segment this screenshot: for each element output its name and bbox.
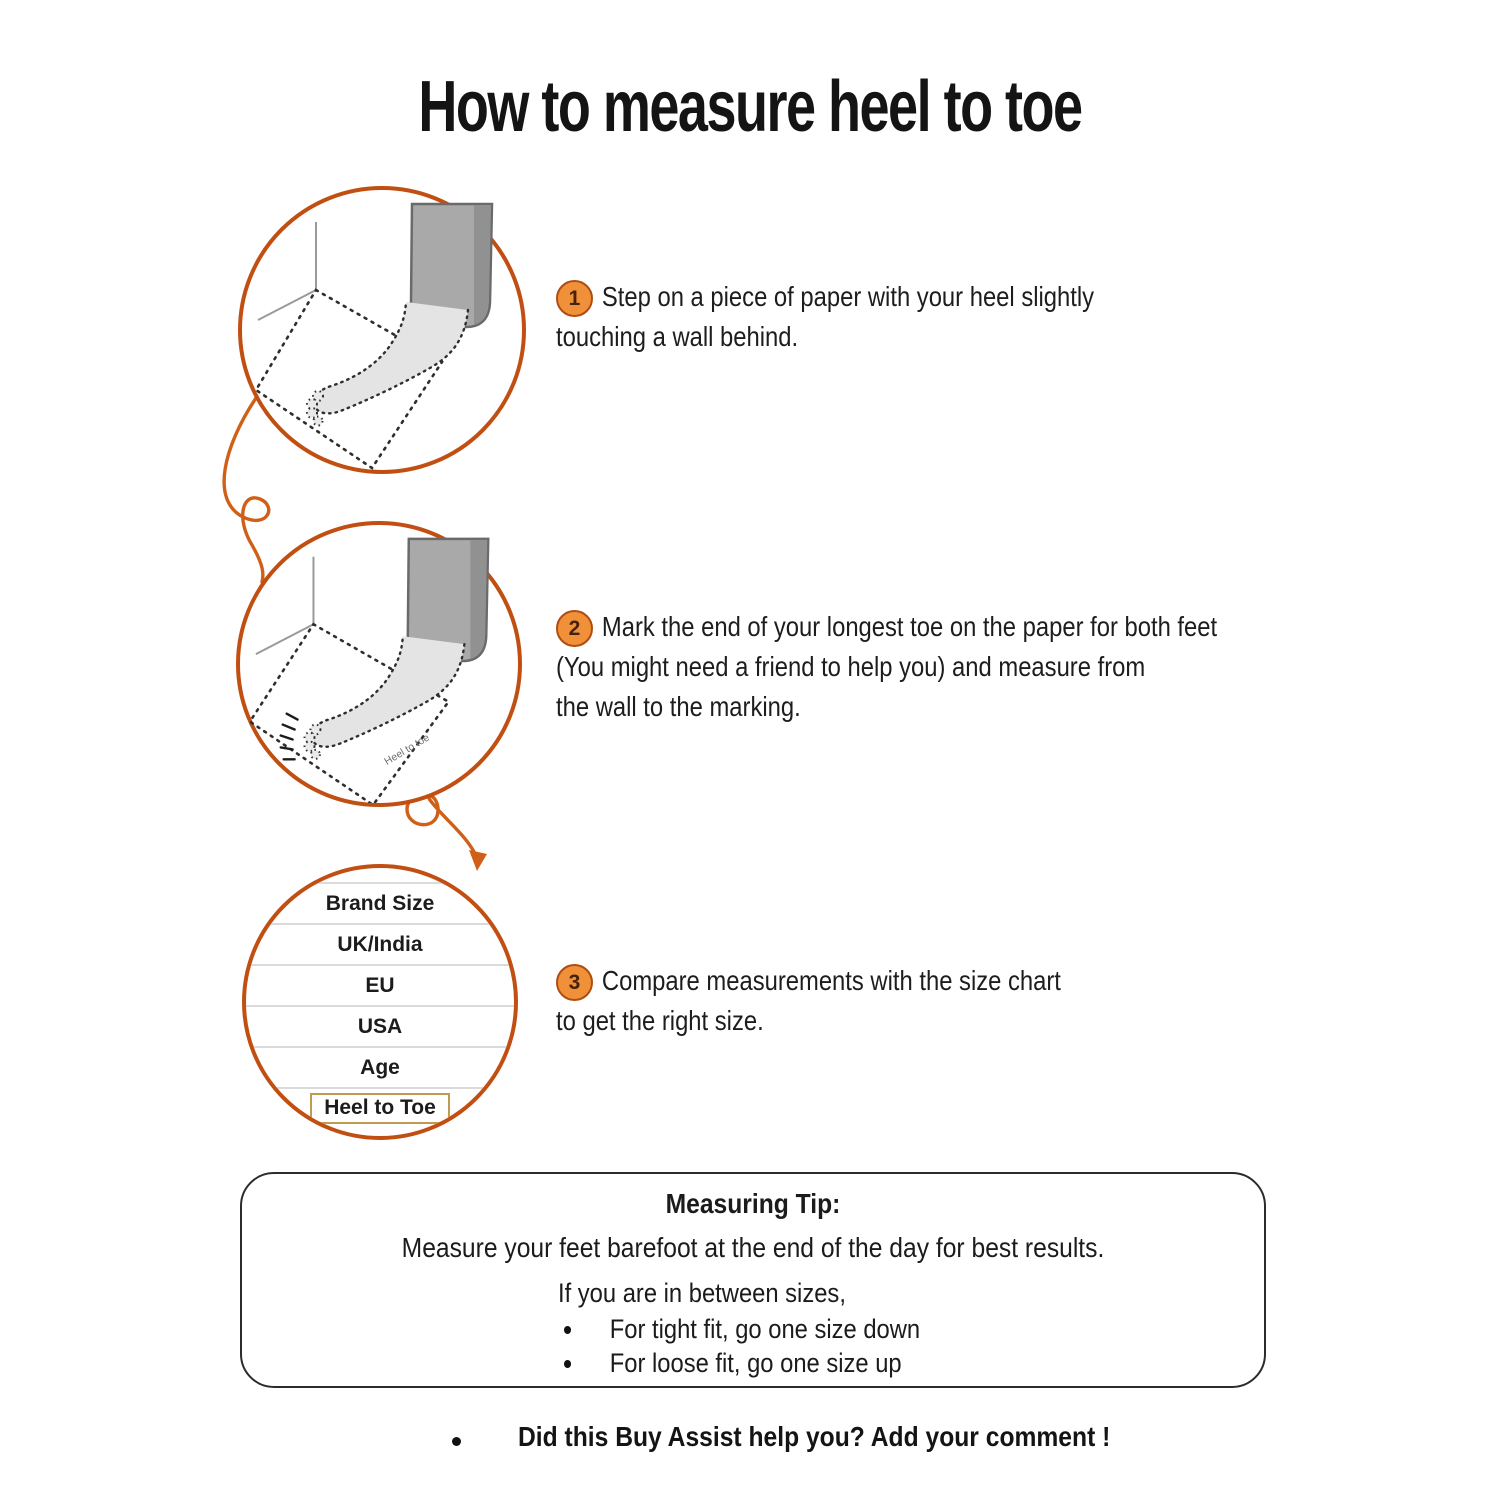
- size-chart-row-age: Age: [246, 1046, 514, 1087]
- step-1: [556, 277, 1189, 357]
- tip-line-2: If you are in between sizes,: [558, 1278, 846, 1308]
- step-1-text-line: Step on a piece of paper with your heel slightly: [601, 281, 1095, 312]
- foot-shape: [311, 636, 464, 747]
- step-3: [556, 961, 1150, 1041]
- tip-bullet-2-text: For loose fit, go one size up: [609, 1348, 902, 1378]
- step-2-number-badge: 2: [556, 610, 593, 647]
- step-1-number-badge: 1: [556, 280, 593, 317]
- measuring-tip-box: [240, 1172, 1266, 1388]
- size-chart-row-usa: USA: [246, 1005, 514, 1046]
- tip-line-1: Measure your feet barefoot at the end of the day for best results.: [401, 1232, 1105, 1263]
- toe-tick-marks: [281, 714, 298, 760]
- footer-bullet-dot-icon: [452, 1437, 461, 1446]
- size-chart-row-eu: EU: [246, 964, 514, 1005]
- foot-marking-drawing: [240, 525, 518, 803]
- step-2-text-line: (You might need a friend to help you) and measure from: [556, 651, 1146, 682]
- step-2-text-line: Mark the end of your longest toe on the paper for both feet: [601, 611, 1218, 642]
- size-chart-row-heel-to-toe: [246, 1087, 514, 1128]
- size-chart-row-brand-size: Brand Size: [246, 882, 514, 923]
- tip-title: Measuring Tip:: [665, 1188, 841, 1219]
- step-2: [556, 607, 1334, 727]
- heel-to-toe-paper-label: Heel to toe: [382, 732, 432, 768]
- step-3-text-line: to get the right size.: [556, 1005, 764, 1036]
- step-1-text-line: touching a wall behind.: [556, 321, 799, 352]
- foot-shape: [314, 302, 468, 413]
- size-chart-row-uk-india: UK/India: [246, 923, 514, 964]
- size-chart-circle: [242, 864, 518, 1140]
- tip-bullet-1-text: For tight fit, go one size down: [609, 1314, 921, 1344]
- step-3-number-badge: 3: [556, 964, 593, 1001]
- bullet-dot-icon: [564, 1360, 571, 1368]
- footer-note: Did this Buy Assist help you? Add your comment !: [518, 1421, 1111, 1452]
- step-3-text-line: Compare measurements with the size chart: [601, 965, 1061, 996]
- step-2-text-line: the wall to the marking.: [556, 691, 801, 722]
- bullet-dot-icon: [564, 1326, 571, 1334]
- size-chart-rows: [246, 868, 514, 1128]
- illustration-step2-mark-toe: [236, 521, 522, 807]
- illustration-step1-foot-on-paper: [238, 186, 526, 474]
- foot-on-paper-drawing: [242, 190, 522, 470]
- heel-to-toe-highlight-box: Heel to Toe: [310, 1093, 450, 1124]
- tip-bullet-2: [564, 1348, 902, 1379]
- page-title: How to measure heel to toe: [418, 67, 1082, 147]
- tip-bullet-1: [564, 1314, 920, 1345]
